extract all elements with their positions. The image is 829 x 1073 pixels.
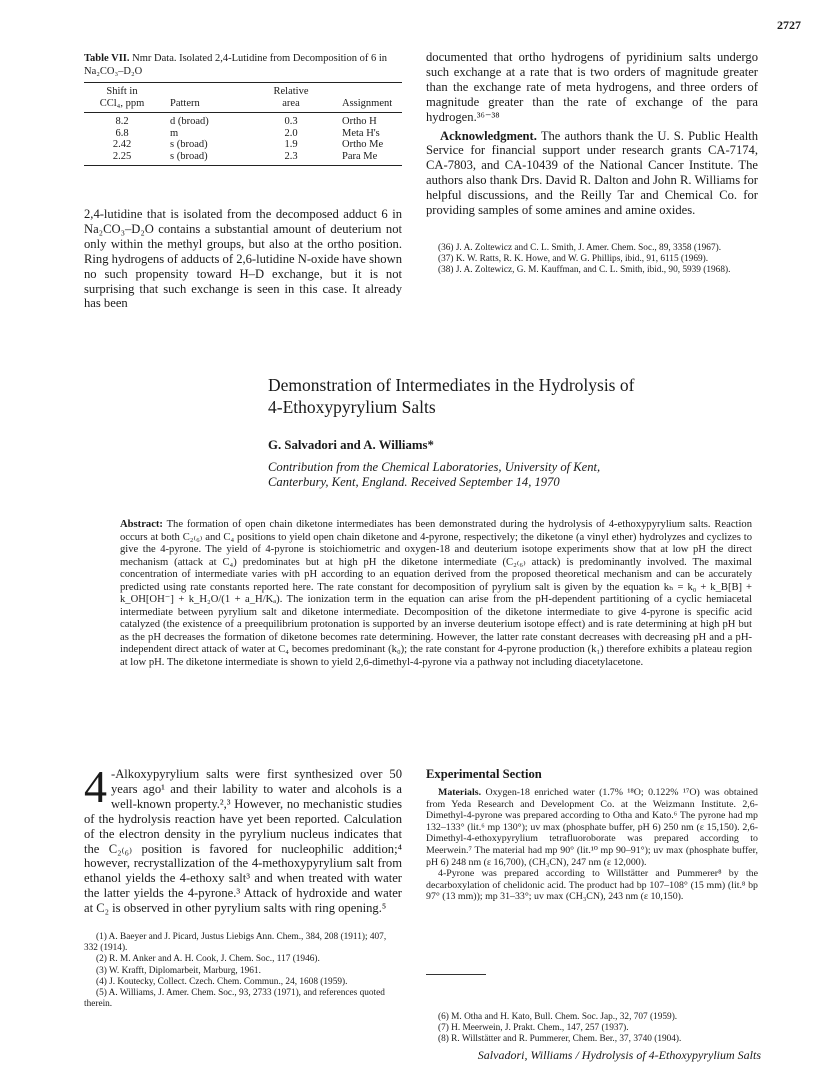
introduction: [84, 761, 402, 916]
reference-item: (5) A. Williams, J. Amer. Chem. Soc., 93, 2733 (1971), and references quoted therein.: [84, 988, 385, 1010]
reference-item: (36) J. A. Zoltewicz and C. L. Smith, J. Amer. Chem. Soc., 89, 3358 (1967).: [438, 243, 722, 253]
cell-pattern: s (broad): [170, 139, 208, 150]
references-top: [426, 243, 758, 277]
references-left: [84, 932, 402, 1010]
references-right: [426, 1012, 758, 1046]
materials-paragraph: [426, 787, 758, 868]
right-column-top: [426, 50, 758, 218]
table-caption-text: Nmr Data. Isolated 2,4-Lutidine from Decomposition of 6 in Na₂CO₃–D₂O: [84, 53, 388, 77]
cell-shift: 2.42: [112, 139, 132, 150]
article-title-line2: 4-Ethoxypyrylium Salts: [268, 397, 436, 417]
running-footer: Salvadori, Williams / Hydrolysis of 4-Ethoxypyrylium Salts: [477, 1048, 761, 1062]
header-shift-line2: CCl₄, ppm: [84, 98, 160, 113]
nmr-data-table: [84, 82, 402, 166]
experimental-section-body: [426, 787, 758, 903]
affiliation-line1: Contribution from the Chemical Laboratories, University of Kent,: [268, 460, 601, 474]
reference-item: (7) H. Meerwein, J. Prakt. Chem., 147, 257 (1937).: [438, 1023, 629, 1034]
introduction-text: -Alkoxypyrylium salts were first synthesized over 50 years ago¹ and their lability to water and alcohols is a well-known property.²,³ However, no mechanistic studies of the hydrolysis reaction have yet been reported. Calculation of the electron density in the pyrylium nucleus indicates that the C₂₍₆₎ position is favored for nucleophilic addition;⁴ however, recrystallization of the 4-methoxypyrylium salt from ethanol yields the 4-ethoxy salt³ and when treated with water the latter yields the 4-pyrone.³ Attack of hydroxide and water at C₂ is observed in other pyrylium salts with ring opening.⁵: [84, 767, 402, 916]
reference-item: (2) R. M. Anker and A. H. Cook, J. Chem. Soc., 117 (1946).: [96, 954, 320, 965]
acknowledgment-text: The authors thank the U. S. Public Health Service for financial support under research grants CA-7174, CA-7803, and CA-10439 of the National Cancer Institute. The authors also thank Drs. David R. Dalton and John R. Williams for helpful discussions, and the Reilly Tar and Chemical Co. for providing samples of some amines and amine oxides.: [426, 128, 758, 218]
footnote-divider: [426, 974, 486, 975]
cell-assignment: Para Me: [324, 151, 402, 166]
abstract-text: The formation of open chain diketone intermediates has been demonstrated during the hydrolysis of 4-ethoxypyrylium salts. Reaction occurs at both C₂₍₆₎ and C₄ positions to yield open chain diketone and 4-pyrone, respectively; the diketone (a vinyl ether) hydrolyzes and cyclizes to give the 4-pyrone. The yield of 4-pyrone is stoichiometric and oxygen-18 and deuterium isotope experiments show that at low pH the direct mechanism (attack at C₄) predominates but at high pH the diketone intermediate (C₂₍₆₎ attack) is predominantly involved. The maximal concentration of intermediate varies with pH according to an equation derived from the proposed theoretical mechanism and can be accurately predicted using rate constants reported here. The rate constant for decomposition of pyrylium salt is given by the equation kₕ = k₀ + k_B[B] + k_OH[OH⁻] + k_H₂O/(1 + a_H/Kₐ). The ionization term in the equation can arise from the pH-dependent partitioning of a cyclic hemiacetal intermediate between pyrylium salt and diketone intermediate. Decomposition of the diketone intermediate to give 4-pyrone is specific acid catalyzed (the existence of a preequilibrium protonation is supported by an inverse deuterium isotope effect) and is rate determining at high pH but as the pH decreases the formation of diketone becomes rate determining. However, the latter rate constant decreases with decreasing pH and a pH-independent direct attack of water at C₄ becomes predominant (k₀); the rate constant for 4-pyrone production (k₁) therefore exhibits a plateau region at low pH. The diketone intermediate is shown to yield 2,6-dimethyl-4-pyrone via a pathway not including diacetylacetone.: [120, 519, 752, 669]
reference-item: (6) M. Otha and H. Kato, Bull. Chem. Soc. Jap., 32, 707 (1959).: [438, 1012, 678, 1022]
lutidine-paragraph: 2,4-lutidine that is isolated from the decomposed adduct 6 in Na₂CO₃–D₂O contains a substantial amount of deuterium not only within the methyl groups, but also at the ortho position. Ring hydrogens of adducts of 2,6-lutidine N-oxide have shown no such propensity toward H–D exchange, but it is not surprising that such exchange is seen in this case. It already has been: [84, 207, 402, 311]
experimental-section-heading: Experimental Section: [426, 767, 542, 781]
authors: G. Salvadori and A. Williams*: [268, 438, 434, 452]
cell-assignment: Ortho Me: [342, 139, 384, 150]
cell-area: 2.0: [284, 127, 298, 139]
pyrone-paragraph: 4-Pyrone was prepared according to Willstätter and Pummerer⁸ by the decarboxylation of chelidonic acid. The product had bp 107–108° (15 mm) (lit.⁸ bp 97° (13 mm)); mp 31–33°; uv max (CH₃CN), 243 nm (ε 10,150).: [426, 868, 758, 903]
header-area-line1: Relative: [258, 83, 324, 98]
cell-shift: 6.8: [115, 127, 129, 139]
cell-shift: 8.2: [115, 116, 129, 127]
reference-item: (8) R. Willstätter and R. Pummerer, Chem. Ber., 37, 3740 (1904).: [438, 1034, 682, 1045]
cell-shift: 2.25: [84, 151, 160, 166]
cell-area: 0.3: [284, 116, 298, 127]
cell-area: 1.9: [284, 139, 298, 150]
article-title-line1: Demonstration of Intermediates in the Hydrolysis of: [268, 375, 635, 395]
table-row: [84, 151, 402, 166]
materials-heading: Materials.: [438, 787, 482, 798]
drop-cap: 4: [84, 761, 107, 812]
acknowledgment-heading: Acknowledgment.: [440, 128, 537, 143]
header-area-line2: area: [258, 98, 324, 113]
cell-pattern: d (broad): [170, 116, 209, 127]
page-number: 2727: [777, 18, 801, 32]
reference-item: (38) J. A. Zoltewicz, G. M. Kauffman, and C. L. Smith, ibid., 90, 5939 (1968).: [438, 265, 731, 276]
cell-pattern: m: [170, 127, 179, 139]
exchange-paragraph: documented that ortho hydrogens of pyridinium salts undergo such exchange at a rate that is two orders of magnitude greater than the exchange rate of meta hydrogens, and three orders of magnitude greater than the rate of exchange of the para hydrogen.³⁶⁻³⁸: [426, 50, 758, 124]
table-row: [84, 139, 402, 151]
affiliation: [268, 460, 748, 490]
article-title: [268, 374, 748, 418]
header-pattern: Pattern: [160, 98, 258, 113]
cell-pattern: s (broad): [160, 151, 258, 166]
header-assignment: Assignment: [324, 98, 402, 113]
table-caption: [84, 52, 404, 78]
acknowledgment-paragraph: [426, 129, 758, 218]
materials-text: Oxygen-18 enriched water (1.7% ¹⁸O; 0.122% ¹⁷O) was obtained from Yeda Research and Development Co. at the Weizmann Institute. 2,6-Dimethyl-4-pyrone was prepared according to Otha and Kato.⁶ The pyrone had mp 132–133° (lit.⁶ mp 130°); uv max (phosphate buffer, pH 6) 250 nm (ε 15,150). 2,6-Dimethyl-4-ethoxypyrylium tetrafluoroborate was prepared according to Meerwein.⁷ The material had mp 90° (lit.¹⁰ mp 90–91°); uv max (phosphate buffer, pH 6) 248 nm (ε 16,700), (CH₃CN), 247 nm (ε 12,000).: [426, 787, 758, 868]
affiliation-line2: Canterbury, Kent, England. Received September 14, 1970: [268, 475, 560, 489]
table-caption-label: Table VII.: [84, 53, 130, 64]
abstract: [120, 519, 752, 670]
reference-item: (4) J. Koutecky, Collect. Czech. Chem. Commun., 24, 1608 (1959).: [96, 976, 348, 987]
reference-item: (1) A. Baeyer and J. Picard, Justus Liebigs Ann. Chem., 384, 208 (1911); 407, 332 (1914).: [84, 932, 387, 954]
cell-assignment: Ortho H: [342, 116, 377, 127]
cell-area: 2.3: [258, 151, 324, 166]
header-shift-line1: Shift in: [84, 83, 160, 98]
cell-assignment: Meta H's: [342, 127, 380, 139]
table-row: [84, 128, 402, 140]
reference-item: (3) W. Krafft, Diplomarbeit, Marburg, 1961.: [96, 965, 261, 976]
abstract-heading: Abstract:: [120, 519, 163, 530]
table-row: [84, 113, 402, 128]
reference-item: (37) K. W. Ratts, R. K. Howe, and W. G. Phillips, ibid., 91, 6115 (1969).: [438, 254, 709, 265]
